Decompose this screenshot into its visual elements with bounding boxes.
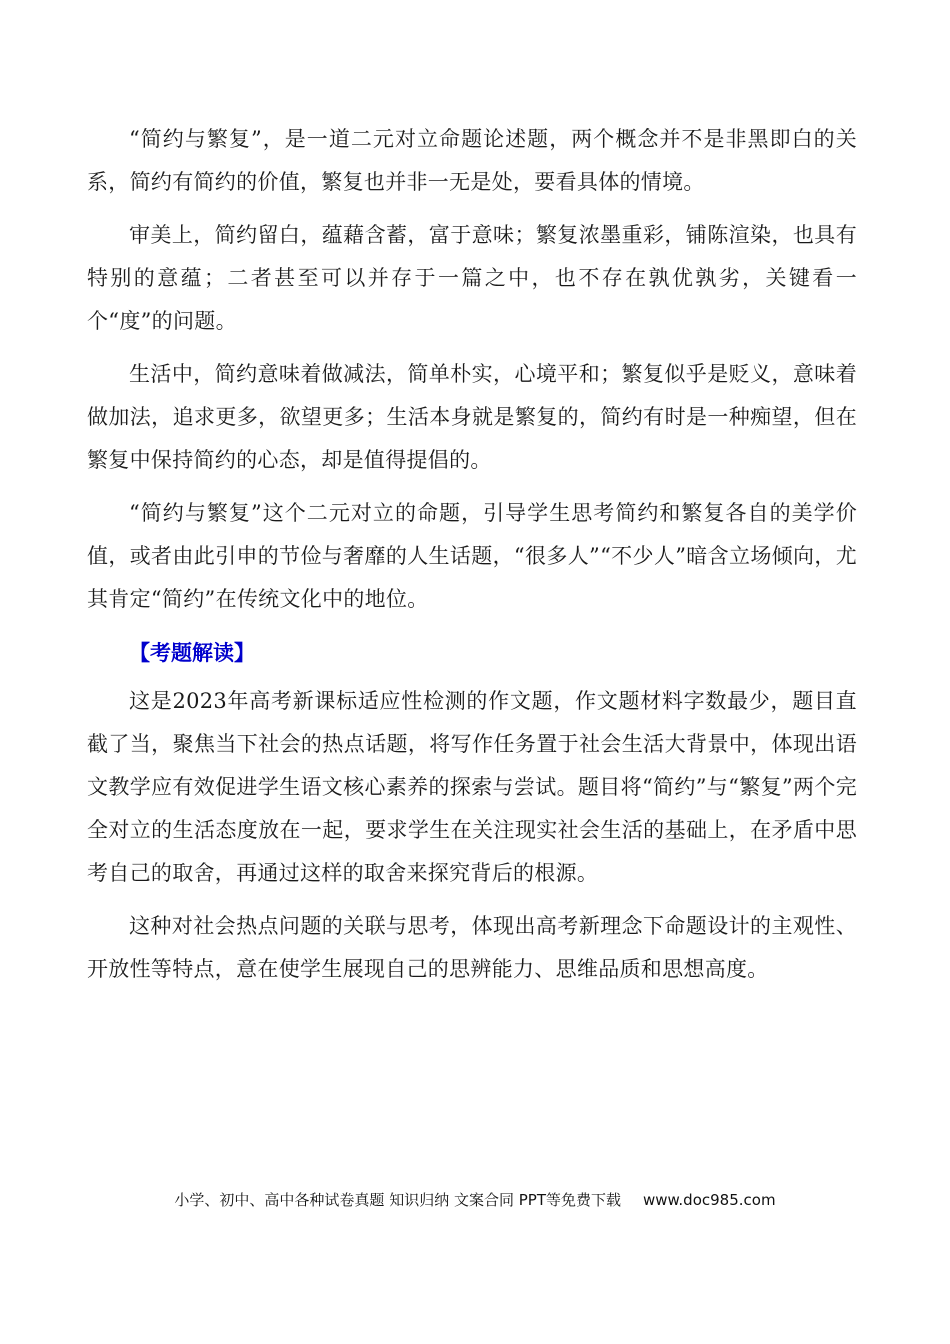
footer-text: 小学、初中、高中各种试卷真题 知识归纳 文案合同 PPT等免费下载 xyxy=(174,1191,621,1209)
document-body xyxy=(87,118,857,1001)
paragraph: 这是2023年高考新课标适应性检测的作文题，作文题材料字数最少，题目直截了当，聚焦当下社会的热点话题，将写作任务置于社会生活大背景中，体现出语文教学应有效促进学生语文核心素养的探索与尝试。题目将“简约”与“繁复”两个完全对立的生活态度放在一起，要求学生在关注现实社会生活的基础上，在矛盾中思考自己的取舍，再通过这样的取舍来探究背后的根源。 xyxy=(87,689,857,885)
paragraph: “简约与繁复”，是一道二元对立命题论述题，两个概念并不是非黑即白的关系，简约有简约的价值，繁复也并非一无是处，要看具体的情境。 xyxy=(87,127,857,194)
paragraph: “简约与繁复”这个二元对立的命题，引导学生思考简约和繁复各自的美学价值，或者由此引申的节俭与奢靡的人生话题，“很多人”“不少人”暗含立场倾向，尤其肯定“简约”在传统文化中的地位。 xyxy=(87,501,857,611)
page-footer xyxy=(0,1188,950,1212)
paragraph: 生活中，简约意味着做减法，简单朴实，心境平和；繁复似乎是贬义，意味着做加法，追求更多，欲望更多；生活本身就是繁复的，简约有时是一种痴望，但在繁复中保持简约的心态，却是值得提倡的。 xyxy=(87,362,857,472)
section-heading: 【考题解读】 xyxy=(129,640,255,665)
paragraph: 审美上，简约留白，蕴藉含蓄，富于意味；繁复浓墨重彩，铺陈渲染，也具有特别的意蕴；二者甚至可以并存于一篇之中，也不存在孰优孰劣，关键看一个“度”的问题。 xyxy=(87,223,857,333)
paragraph: 这种对社会热点问题的关联与思考，体现出高考新理念下命题设计的主观性、开放性等特点，意在使学生展现自己的思辨能力、思维品质和思想高度。 xyxy=(87,914,857,981)
footer-link[interactable]: www.doc985.com xyxy=(642,1191,776,1209)
